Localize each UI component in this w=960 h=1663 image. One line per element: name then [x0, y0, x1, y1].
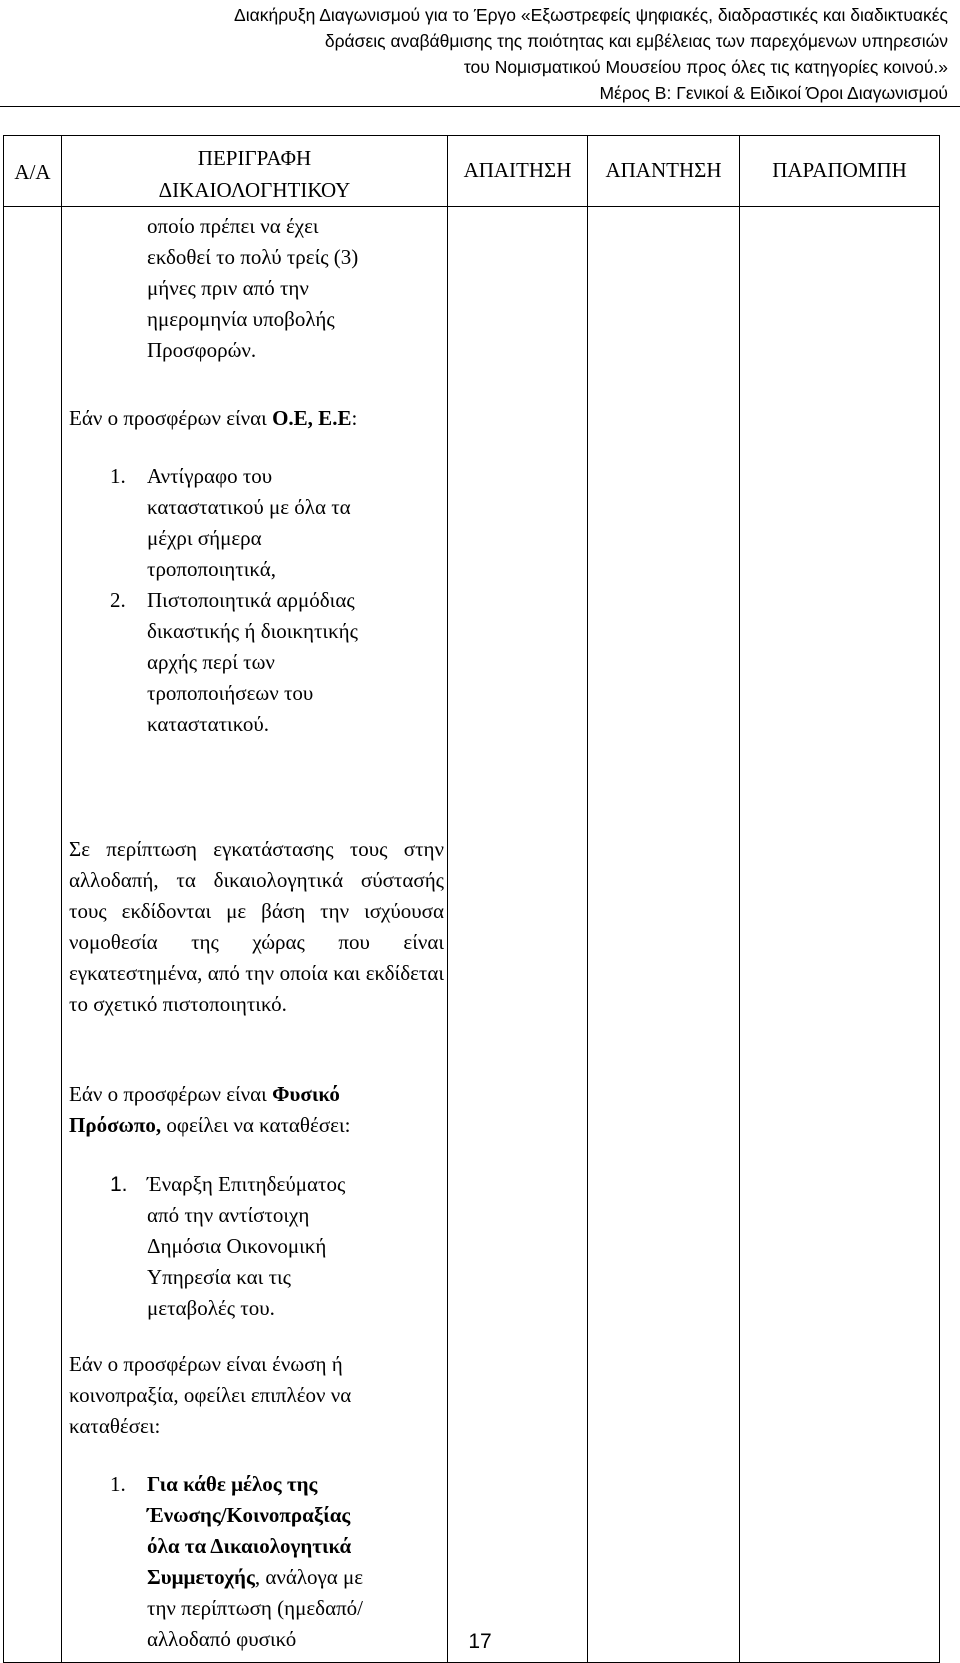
requirements-table [3, 135, 940, 1663]
list-item [147, 1469, 442, 1655]
list-item [147, 1169, 442, 1324]
list-number: 1. [110, 1173, 128, 1196]
header-line-3: του Νομισματικού Μουσείου προς όλες τις κατηγορίες κοινού.» [463, 57, 948, 77]
union-item-bold4: Συμμετοχής [147, 1565, 255, 1589]
item-line: αρχής περί των [147, 650, 275, 674]
page-number: 17 [468, 1630, 492, 1653]
union-heading [69, 1349, 351, 1442]
item-line: καταστατικού. [147, 712, 269, 736]
header-description [62, 136, 448, 207]
cell-description [62, 207, 448, 1663]
cont-line: οποίο πρέπει να έχει [147, 214, 319, 238]
union-item-bold2: Ένωσης/Κοινοπραξίας [147, 1503, 351, 1527]
item-line: αλλοδαπό φυσικό [147, 1627, 297, 1651]
natural-person-heading [69, 1079, 447, 1141]
continuation-text [147, 211, 358, 366]
header-reference: ΠΑΡΑΠΟΜΠΗ [740, 136, 940, 207]
oe-bold: Ο.Ε, Ε.Ε [272, 406, 352, 430]
item-line: Έναρξη Επιτηδεύματος [147, 1172, 346, 1196]
item-line: τροποποιήσεων του [147, 681, 314, 705]
item-line: δικαστικής ή διοικητικής [147, 619, 358, 643]
cell-aa [4, 207, 62, 1663]
header-answer: ΑΠΑΝΤΗΣΗ [588, 136, 740, 207]
document-header [28, 2, 948, 106]
item-line: μεταβολές του. [147, 1296, 275, 1320]
cell-requirement [448, 207, 588, 1663]
cont-line: εκδοθεί το πολύ τρείς (3) [147, 245, 359, 269]
natural-suffix: οφείλει να καταθέσει: [161, 1113, 351, 1137]
oe-suffix: : [351, 406, 358, 430]
header-divider [0, 106, 960, 107]
list-number: 2. [110, 588, 126, 612]
union-list [62, 1469, 442, 1655]
header-aa: Α/Α [4, 136, 62, 207]
item-line: Πιστοποιητικά αρμόδιας [147, 588, 355, 612]
item-line: Δημόσια Οικονομική [147, 1234, 327, 1258]
union-line: καταθέσει: [69, 1414, 161, 1438]
cell-reference [740, 207, 940, 1663]
union-line: Εάν ο προσφέρων είναι ένωση ή [69, 1352, 343, 1376]
item-line: καταστατικού με όλα τα [147, 495, 351, 519]
list-item [147, 461, 442, 585]
item-line: Αντίγραφο του [147, 464, 273, 488]
item-line: τροποποιητικά, [147, 557, 276, 581]
header-line-2: δράσεις αναβάθμισης της ποιότητας και εμβέλειας των παρεχόμενων υπηρεσιών [324, 31, 948, 51]
list-number: 1. [110, 464, 126, 488]
item-line: μέχρι σήμερα [147, 526, 262, 550]
foreign-paragraph: Σε περίπτωση εγκατάστασης τους στην αλλοδαπή, τα δικαιολογητικά σύστασής τους εκδίδονται με βάση την ισχύουσα νομοθεσία της χώρας που είναι εγκατεστημένα, από την οποία και εκδίδεται το σχετικό πιστοποιητικό. [69, 837, 444, 1016]
natural-list [62, 1169, 442, 1324]
header-line-4: Μέρος Β: Γενικοί & Ειδικοί Όροι Διαγωνισμού [599, 83, 948, 103]
item-line: από την αντίστοιχη [147, 1203, 310, 1227]
header-line-1: Διακήρυξη Διαγωνισμού για το Έργο «Εξωστρεφείς ψηφιακές, διαδραστικές και διαδικτυακές [234, 5, 948, 25]
header-requirement: ΑΠΑΙΤΗΣΗ [448, 136, 588, 207]
oe-prefix: Εάν ο προσφέρων είναι [69, 406, 273, 430]
natural-bold2: Πρόσωπο, [69, 1113, 162, 1137]
natural-bold1: Φυσικό [272, 1082, 340, 1106]
item-line: την περίπτωση (ημεδαπό/ [147, 1596, 364, 1620]
natural-prefix: Εάν ο προσφέρων είναι [69, 1082, 273, 1106]
item-line: Υπηρεσία και τις [147, 1265, 291, 1289]
cont-line: Προσφορών. [147, 338, 257, 362]
list-item [147, 585, 442, 740]
union-item-bold3: όλα τα Δικαιολογητικά [147, 1534, 352, 1558]
oe-list [62, 461, 442, 740]
table-header-row [4, 136, 940, 207]
union-line: κοινοπραξία, οφείλει επιπλέον να [69, 1383, 352, 1407]
cont-line: μήνες πριν από την [147, 276, 309, 300]
list-number: 1. [110, 1472, 126, 1496]
header-description-line2: ΔΙΚΑΙΟΛΟΓΗΤΙΚΟΥ [158, 178, 351, 202]
union-item-bold1: Για κάθε μέλος της [147, 1472, 318, 1496]
union-item-rest4: , ανάλογα με [254, 1565, 364, 1589]
oe-heading [69, 403, 357, 434]
table-row [4, 207, 940, 1663]
cell-answer [588, 207, 740, 1663]
header-description-line1: ΠΕΡΙΓΡΑΦΗ [197, 146, 312, 170]
cont-line: ημερομηνία υποβολής [147, 307, 335, 331]
